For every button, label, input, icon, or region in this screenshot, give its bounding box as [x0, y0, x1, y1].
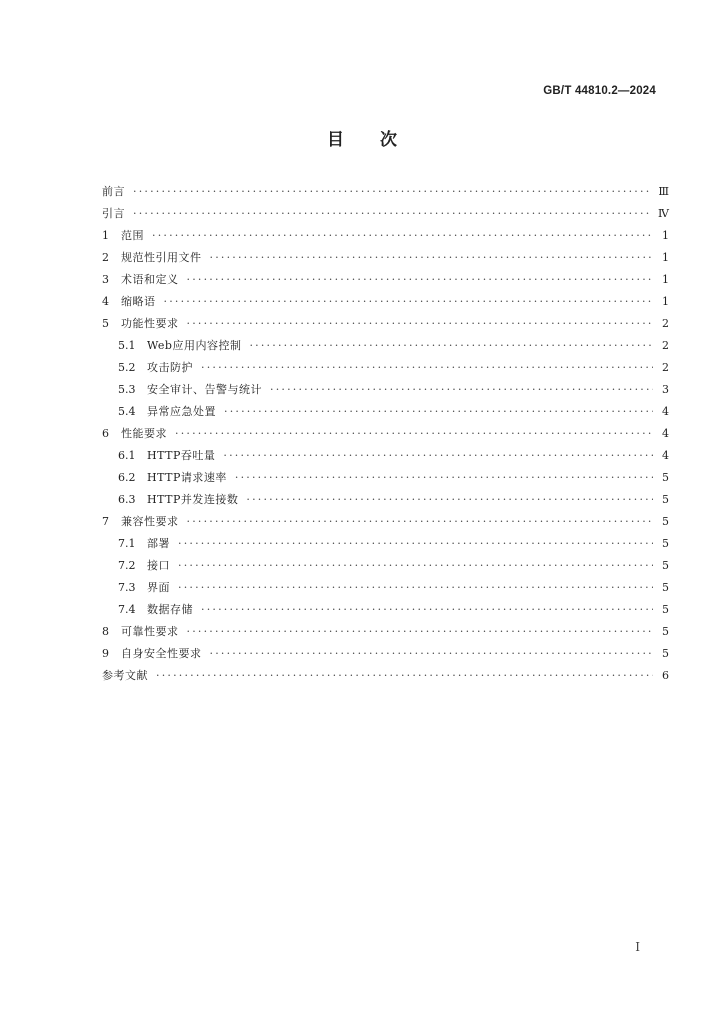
toc-entry[interactable] — [102, 225, 669, 247]
toc-entry-label: 性能要求 — [121, 427, 167, 440]
toc-entry-number: 5.1 — [118, 339, 136, 352]
toc-entry-page: 4 — [662, 405, 669, 418]
toc-entry-label: 可靠性要求 — [121, 625, 179, 638]
toc-entry[interactable] — [102, 445, 669, 467]
toc-dot-leader — [201, 599, 653, 621]
toc-entry-page: Ⅳ — [658, 207, 669, 220]
toc-entry[interactable] — [102, 555, 669, 577]
toc-entry[interactable] — [102, 467, 669, 489]
toc-entry-number: 5.3 — [118, 383, 136, 396]
toc-entry[interactable] — [102, 357, 669, 379]
toc-entry-page: 5 — [662, 603, 669, 616]
title-char-2: 次 — [380, 130, 397, 150]
toc-entry[interactable] — [102, 643, 669, 665]
toc-dot-leader — [270, 379, 653, 401]
toc-entry-label: 缩略语 — [121, 295, 156, 308]
toc-dot-leader — [178, 533, 653, 555]
table-of-contents — [102, 181, 669, 687]
toc-entry-label: Web应用内容控制 — [147, 339, 242, 352]
toc-entry-page: 3 — [662, 383, 669, 396]
toc-dot-leader — [210, 247, 654, 269]
toc-entry-number: 6.3 — [118, 493, 136, 506]
toc-dot-leader — [187, 511, 654, 533]
toc-dot-leader — [152, 225, 653, 247]
toc-entry-label: 攻击防护 — [147, 361, 193, 374]
toc-entry-number: 6.1 — [118, 449, 136, 462]
toc-entry-page: 5 — [662, 537, 669, 550]
toc-entry[interactable] — [102, 533, 669, 555]
toc-entry-page: 5 — [662, 625, 669, 638]
toc-entry-label: 功能性要求 — [121, 317, 179, 330]
toc-dot-leader — [187, 269, 654, 291]
toc-dot-leader — [201, 357, 653, 379]
toc-entry[interactable] — [102, 401, 669, 423]
title-char-1: 目 — [327, 130, 344, 150]
toc-dot-leader — [156, 665, 653, 687]
toc-entry[interactable] — [102, 599, 669, 621]
toc-entry-label: 界面 — [147, 581, 170, 594]
toc-entry-page: 5 — [662, 581, 669, 594]
toc-entry-number: 4 — [102, 295, 109, 308]
toc-entry[interactable] — [102, 269, 669, 291]
toc-entry-number: 6.2 — [118, 471, 136, 484]
toc-entry-page: 2 — [662, 339, 669, 352]
toc-entry[interactable] — [102, 489, 669, 511]
toc-entry-page: Ⅲ — [658, 185, 669, 198]
toc-entry-label: 参考文献 — [102, 669, 148, 682]
toc-entry-label: 引言 — [102, 207, 125, 220]
toc-entry-number: 3 — [102, 273, 109, 286]
toc-dot-leader — [175, 423, 653, 445]
toc-entry[interactable] — [102, 423, 669, 445]
toc-entry-number: 1 — [102, 229, 109, 242]
toc-entry-label: 异常应急处置 — [147, 405, 216, 418]
toc-entry-label: 前言 — [102, 185, 125, 198]
toc-entry[interactable] — [102, 379, 669, 401]
toc-entry[interactable] — [102, 335, 669, 357]
toc-dot-leader — [164, 291, 654, 313]
toc-entry-page: 1 — [662, 295, 669, 308]
toc-entry-page: 4 — [662, 427, 669, 440]
toc-dot-leader — [249, 335, 653, 357]
toc-entry-number: 7.4 — [118, 603, 136, 616]
toc-entry-page: 2 — [662, 317, 669, 330]
toc-entry-page: 1 — [662, 273, 669, 286]
toc-dot-leader — [223, 445, 653, 467]
toc-entry-page: 1 — [662, 229, 669, 242]
toc-entry-number: 5.4 — [118, 405, 136, 418]
toc-entry-label: 兼容性要求 — [121, 515, 179, 528]
toc-entry-label: 部署 — [147, 537, 170, 550]
toc-dot-leader — [187, 621, 654, 643]
toc-entry-label: 数据存储 — [147, 603, 193, 616]
toc-dot-leader — [246, 489, 653, 511]
toc-dot-leader — [133, 181, 650, 203]
toc-dot-leader — [210, 643, 654, 665]
toc-entry-page: 5 — [662, 647, 669, 660]
page-title — [0, 125, 724, 150]
toc-entry-page: 5 — [662, 559, 669, 572]
toc-entry-page: 1 — [662, 251, 669, 264]
toc-dot-leader — [187, 313, 654, 335]
toc-entry[interactable] — [102, 665, 669, 687]
toc-entry-number: 5.2 — [118, 361, 136, 374]
toc-entry-label: HTTP请求速率 — [147, 471, 227, 484]
toc-entry[interactable] — [102, 511, 669, 533]
toc-entry-number: 7.3 — [118, 581, 136, 594]
toc-dot-leader — [178, 555, 653, 577]
toc-entry[interactable] — [102, 181, 669, 203]
toc-entry-label: HTTP并发连接数 — [147, 493, 239, 506]
toc-entry-label: 安全审计、告警与统计 — [147, 383, 262, 396]
toc-entry-number: 7.2 — [118, 559, 136, 572]
toc-entry-label: 范围 — [121, 229, 144, 242]
toc-entry-number: 6 — [102, 427, 109, 440]
toc-entry[interactable] — [102, 577, 669, 599]
toc-entry-number: 7.1 — [118, 537, 136, 550]
toc-dot-leader — [235, 467, 653, 489]
toc-entry-number: 5 — [102, 317, 109, 330]
toc-entry-page: 5 — [662, 493, 669, 506]
toc-dot-leader — [178, 577, 653, 599]
toc-entry-label: 术语和定义 — [121, 273, 179, 286]
toc-entry[interactable] — [102, 247, 669, 269]
toc-entry-page: 5 — [662, 515, 669, 528]
toc-entry[interactable] — [102, 203, 669, 225]
page-folio: Ⅰ — [635, 940, 640, 954]
toc-entry-page: 5 — [662, 471, 669, 484]
toc-entry-label: 自身安全性要求 — [121, 647, 202, 660]
toc-entry-number: 2 — [102, 251, 109, 264]
toc-dot-leader — [133, 203, 650, 225]
toc-entry[interactable] — [102, 313, 669, 335]
toc-entry-label: HTTP吞吐量 — [147, 449, 216, 462]
toc-entry-number: 8 — [102, 625, 109, 638]
toc-entry-page: 2 — [662, 361, 669, 374]
standard-code: GB/T 44810.2—2024 — [543, 85, 656, 97]
toc-entry[interactable] — [102, 291, 669, 313]
toc-entry-page: 6 — [662, 669, 669, 682]
toc-entry-number: 9 — [102, 647, 109, 660]
toc-entry-number: 7 — [102, 515, 109, 528]
toc-dot-leader — [224, 401, 653, 423]
toc-entry-label: 接口 — [147, 559, 170, 572]
toc-entry-page: 4 — [662, 449, 669, 462]
toc-entry-label: 规范性引用文件 — [121, 251, 202, 264]
toc-entry[interactable] — [102, 621, 669, 643]
